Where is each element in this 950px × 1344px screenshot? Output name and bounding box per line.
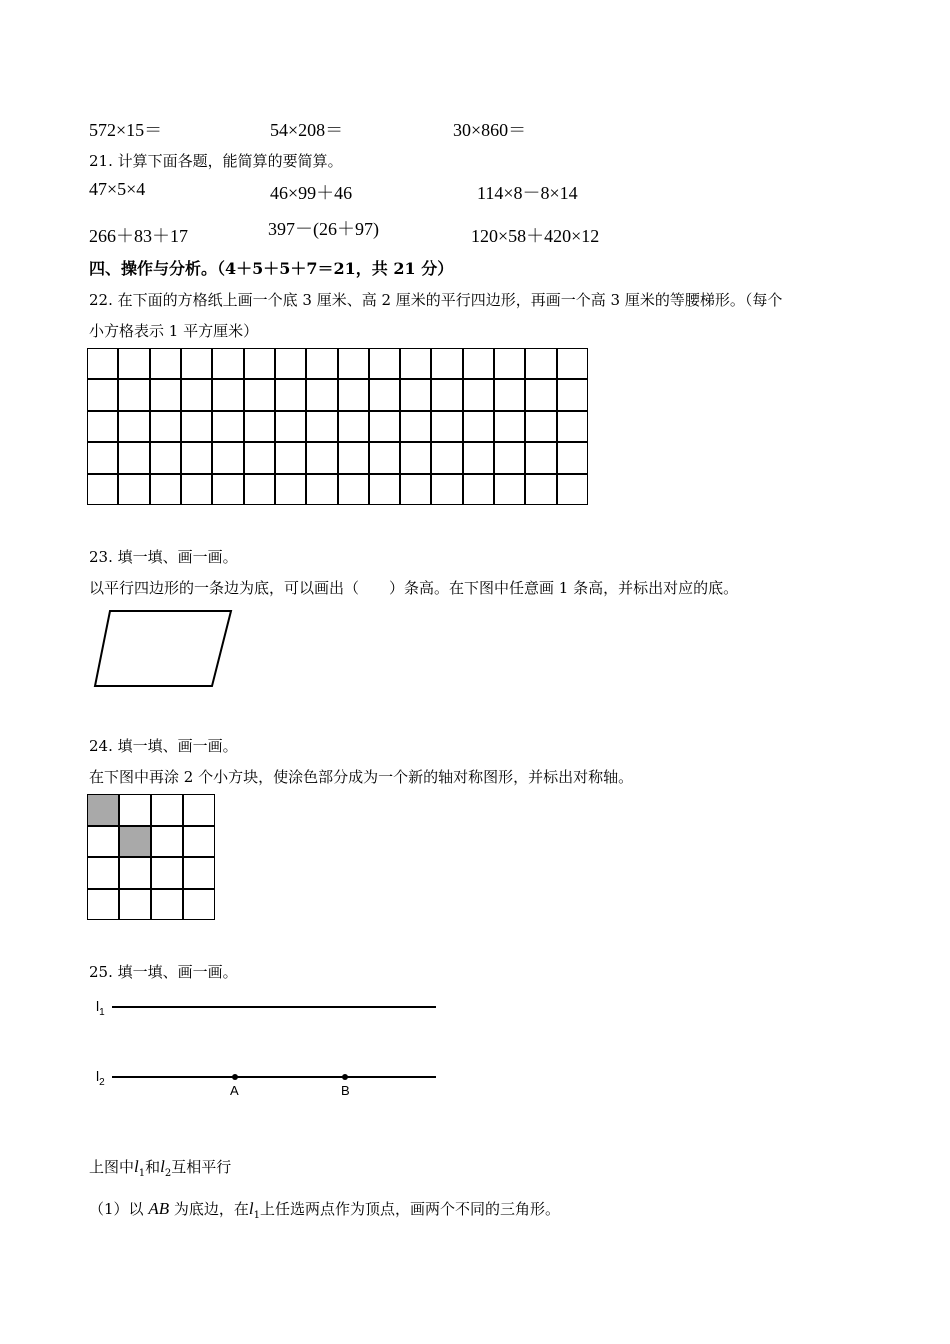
grid-cell[interactable] [306,442,337,473]
grid-cell[interactable] [244,474,275,505]
grid-cell[interactable] [494,411,525,442]
blank-cell[interactable] [119,794,151,826]
q21-expr-6: 120×58＋420×12 [471,226,600,246]
grid-cell[interactable] [525,474,556,505]
q23-title: 23. 填一填、画一画。 [89,548,238,566]
grid-cell[interactable] [87,474,118,505]
grid-cell[interactable] [87,348,118,379]
grid-cell[interactable] [463,379,494,410]
q20-expr-2: 54×208＝ [270,120,344,140]
grid-cell[interactable] [463,474,494,505]
grid-cell[interactable] [525,348,556,379]
grid-cell[interactable] [150,442,181,473]
shaded-cell[interactable] [87,794,119,826]
blank-cell[interactable] [87,826,119,858]
grid-cell[interactable] [306,411,337,442]
grid-cell[interactable] [369,411,400,442]
grid-cell[interactable] [463,411,494,442]
grid-cell[interactable] [181,411,212,442]
grid-cell[interactable] [275,474,306,505]
grid-cell[interactable] [557,442,588,473]
grid-cell[interactable] [306,379,337,410]
grid-cell[interactable] [181,379,212,410]
grid-cell[interactable] [369,379,400,410]
blank-cell[interactable] [183,889,215,921]
q21-expr-4: 266＋83＋17 [89,226,188,246]
grid-cell[interactable] [400,411,431,442]
q23-parallelogram [90,608,235,690]
grid-cell[interactable] [557,474,588,505]
q24-square-grid [87,794,215,920]
grid-cell[interactable] [244,411,275,442]
grid-cell[interactable] [494,379,525,410]
point-b-label: B [341,1083,350,1098]
q24-text: 在下图中再涂 2 个小方块，使涂色部分成为一个新的轴对称图形，并标出对称轴。 [89,768,634,786]
blank-cell[interactable] [151,794,183,826]
grid-cell[interactable] [275,411,306,442]
grid-cell[interactable] [150,348,181,379]
blank-cell[interactable] [119,889,151,921]
grid-cell[interactable] [338,442,369,473]
q21-expr-2: 46×99＋46 [270,183,353,203]
grid-cell[interactable] [150,379,181,410]
blank-cell[interactable] [183,794,215,826]
grid-cell[interactable] [431,411,462,442]
grid-cell[interactable] [525,379,556,410]
grid-cell[interactable] [400,474,431,505]
point-a-dot [232,1074,238,1080]
grid-cell[interactable] [212,411,243,442]
grid-cell[interactable] [181,474,212,505]
grid-cell[interactable] [275,442,306,473]
q21-expr-3: 114×8－8×14 [477,183,578,203]
blank-cell[interactable] [151,889,183,921]
q22-text-line2: 小方格表示 1 平方厘米） [89,322,259,340]
line-l1-label: $l_1$ [96,998,105,1018]
grid-cell[interactable] [244,442,275,473]
grid-cell[interactable] [87,442,118,473]
q20-expr-1: 572×15＝ [89,120,163,140]
blank-cell[interactable] [119,857,151,889]
q25-parallel-statement: 上图中$l_1$和$l_2$互相平行 [89,1157,232,1179]
grid-cell[interactable] [338,474,369,505]
grid-cell[interactable] [181,442,212,473]
grid-cell[interactable] [338,348,369,379]
blank-cell[interactable] [151,857,183,889]
grid-cell[interactable] [244,379,275,410]
grid-cell[interactable] [118,442,149,473]
blank-cell[interactable] [183,857,215,889]
q24-title: 24. 填一填、画一画。 [89,737,238,755]
line-l2-label: $l_2$ [96,1068,105,1088]
grid-cell[interactable] [150,474,181,505]
point-b-dot [342,1074,348,1080]
grid-cell[interactable] [338,379,369,410]
grid-cell[interactable] [557,411,588,442]
grid-cell[interactable] [275,379,306,410]
grid-cell[interactable] [463,442,494,473]
grid-cell[interactable] [212,379,243,410]
q21-title: 21. 计算下面各题，能简算的要简算。 [89,152,343,170]
grid-cell[interactable] [306,474,337,505]
grid-cell[interactable] [118,348,149,379]
grid-cell[interactable] [369,474,400,505]
grid-cell[interactable] [525,442,556,473]
q25-sub-question-1: （1）以 AB 为底边，在$l_1$上任选两点作为顶点，画两个不同的三角形。 [89,1199,560,1221]
grid-cell[interactable] [525,411,556,442]
point-a-label: A [230,1083,239,1098]
grid-cell[interactable] [369,348,400,379]
grid-cell[interactable] [431,348,462,379]
grid-cell[interactable] [212,474,243,505]
grid-cell[interactable] [212,348,243,379]
grid-cell[interactable] [244,348,275,379]
q25-parallel-lines [110,1000,440,1090]
section-4-title: 四、操作与分析。（4＋5＋5＋7＝21，共 21 分） [89,259,454,278]
grid-cell[interactable] [338,411,369,442]
grid-cell[interactable] [306,348,337,379]
grid-cell[interactable] [431,379,462,410]
shaded-cell[interactable] [119,826,151,858]
grid-cell[interactable] [369,442,400,473]
grid-cell[interactable] [275,348,306,379]
grid-cell[interactable] [494,442,525,473]
q22-square-grid [87,348,588,505]
blank-cell[interactable] [183,826,215,858]
q21-expr-1: 47×5×4 [89,179,146,199]
grid-cell[interactable] [87,411,118,442]
q20-expr-3: 30×860＝ [453,120,527,140]
grid-cell[interactable] [431,474,462,505]
grid-cell[interactable] [118,411,149,442]
q23-text: 以平行四边形的一条边为底，可以画出（ ）条高。在下图中任意画 1 条高，并标出对应的底。 [89,579,739,597]
grid-cell[interactable] [494,348,525,379]
grid-cell[interactable] [400,348,431,379]
grid-cell[interactable] [87,379,118,410]
grid-cell[interactable] [431,442,462,473]
grid-cell[interactable] [118,474,149,505]
grid-cell[interactable] [557,348,588,379]
grid-cell[interactable] [150,411,181,442]
q21-expr-5: 397－(26＋97) [268,219,379,239]
grid-cell[interactable] [400,442,431,473]
blank-cell[interactable] [151,826,183,858]
q25-title: 25. 填一填、画一画。 [89,963,238,981]
blank-cell[interactable] [87,857,119,889]
q22-text-line1: 22. 在下面的方格纸上画一个底 3 厘米、高 2 厘米的平行四边形，再画一个高 3 厘米的等腰梯形。（每个 [89,291,783,309]
grid-cell[interactable] [181,348,212,379]
blank-cell[interactable] [87,889,119,921]
grid-cell[interactable] [463,348,494,379]
grid-cell[interactable] [212,442,243,473]
grid-cell[interactable] [494,474,525,505]
grid-cell[interactable] [118,379,149,410]
grid-cell[interactable] [557,379,588,410]
grid-cell[interactable] [400,379,431,410]
